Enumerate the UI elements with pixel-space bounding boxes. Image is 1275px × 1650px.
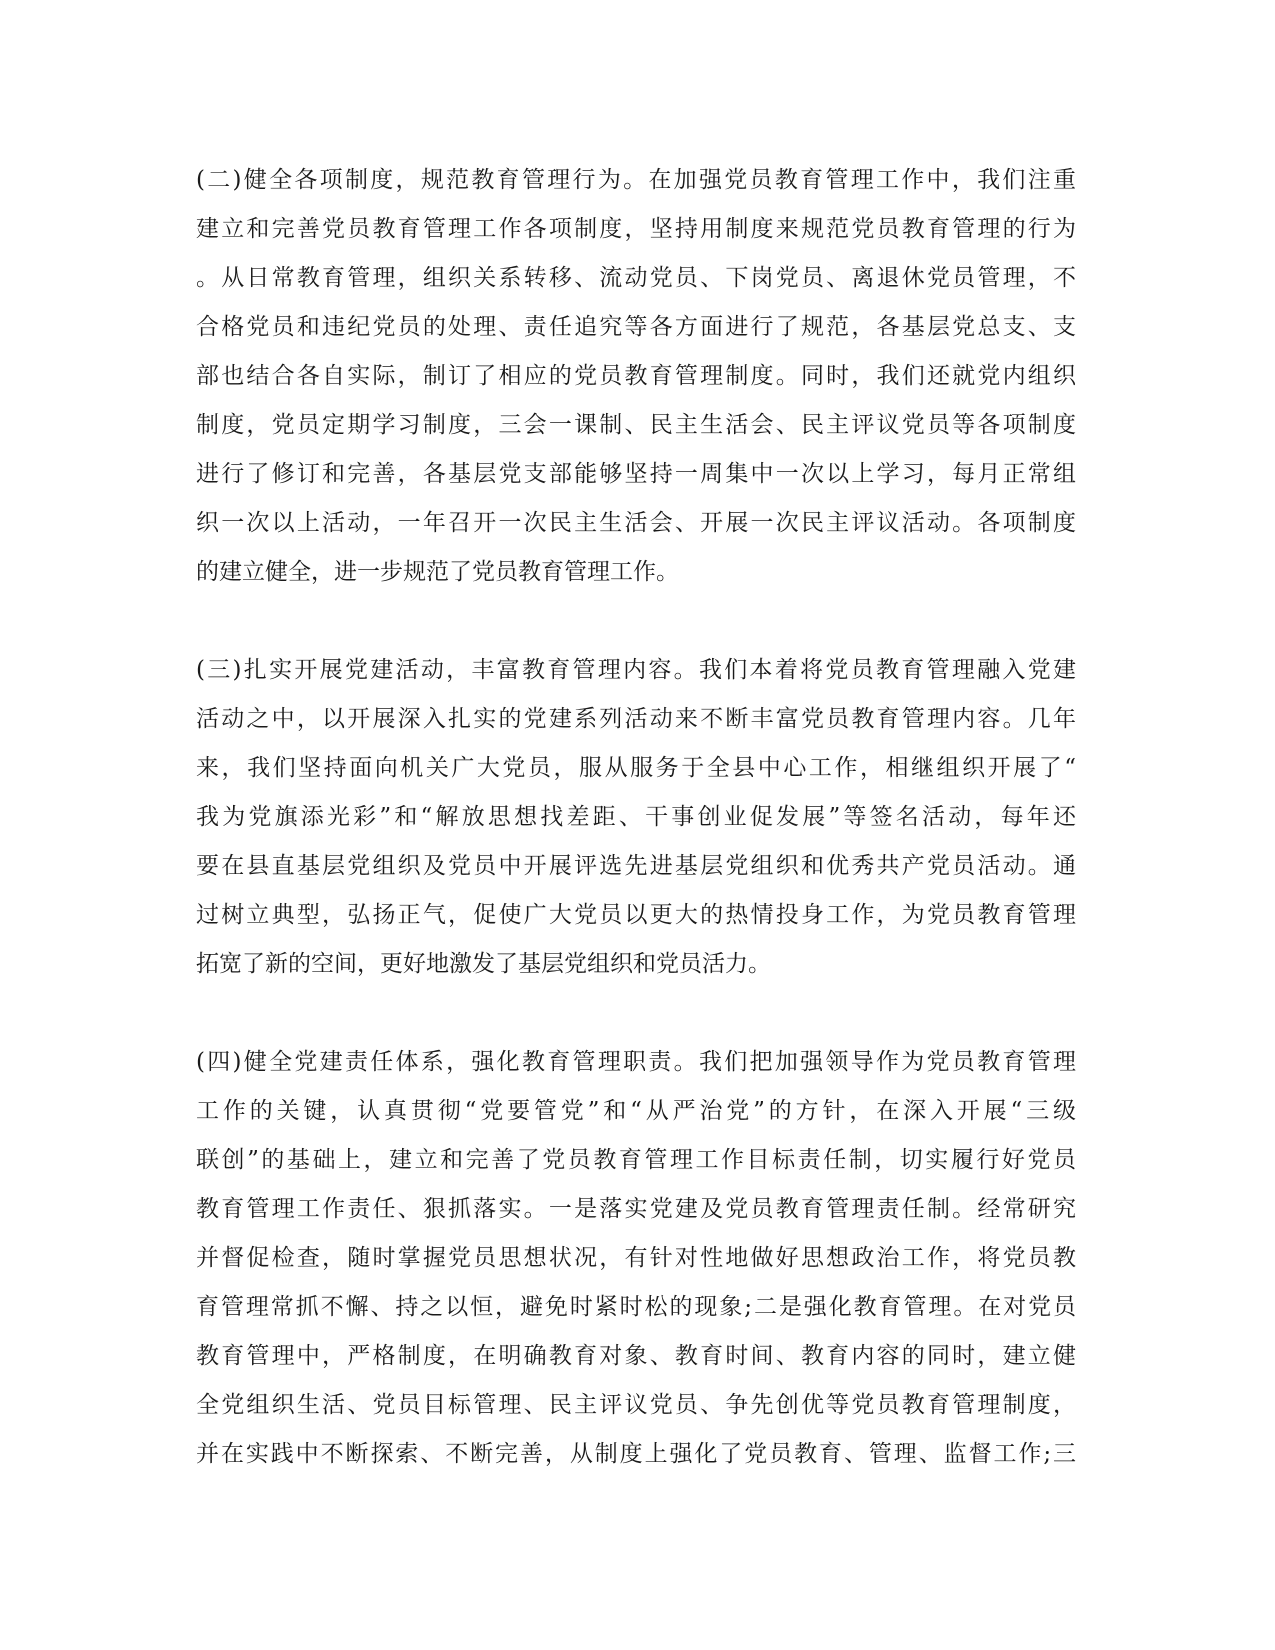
text-line: 。从日常教育管理，组织关系转移、流动党员、下岗党员、离退休党员管理，不	[196, 265, 1076, 291]
text-line: 教育管理中，严格制度，在明确教育对象、教育时间、教育内容的同时，建立健	[196, 1343, 1076, 1369]
paragraph-four	[196, 1044, 1076, 1485]
text-line: 合格党员和违纪党员的处理、责任追究等各方面进行了规范，各基层党总支、支	[196, 314, 1076, 340]
text-line: 拓宽了新的空间，更好地激发了基层党组织和党员活力。	[196, 951, 771, 977]
text-line: 工作的关键，认真贯彻“党要管党”和“从严治党”的方针，在深入开展“三级	[196, 1098, 1076, 1124]
text-line: 全党组织生活、党员目标管理、民主评议党员、争先创优等党员教育管理制度，	[196, 1392, 1076, 1418]
text-line: 并督促检查，随时掌握党员思想状况，有针对性地做好思想政治工作，将党员教	[196, 1245, 1076, 1271]
text-line: 教育管理工作责任、狠抓落实。一是落实党建及党员教育管理责任制。经常研究	[196, 1196, 1076, 1222]
text-line: 联创”的基础上，建立和完善了党员教育管理工作目标责任制，切实履行好党员	[196, 1147, 1076, 1173]
text-line: 并在实践中不断探索、不断完善，从制度上强化了党员教育、管理、监督工作;三	[196, 1441, 1076, 1467]
text-line: 育管理常抓不懈、持之以恒，避免时紧时松的现象;二是强化教育管理。在对党员	[196, 1294, 1076, 1320]
text-line: 织一次以上活动，一年召开一次民主生活会、开展一次民主评议活动。各项制度	[196, 510, 1076, 536]
text-line: 的建立健全，进一步规范了党员教育管理工作。	[196, 559, 679, 585]
text-line: 建立和完善党员教育管理工作各项制度，坚持用制度来规范党员教育管理的行为	[196, 216, 1076, 242]
text-line: (二)健全各项制度，规范教育管理行为。在加强党员教育管理工作中，我们注重	[196, 167, 1076, 193]
text-line: 来，我们坚持面向机关广大党员，服从服务于全县中心工作，相继组织开展了“	[196, 755, 1076, 781]
text-line: 要在县直基层党组织及党员中开展评选先进基层党组织和优秀共产党员活动。通	[196, 853, 1076, 879]
paragraph-two	[196, 162, 1076, 603]
paragraph-three	[196, 652, 1076, 995]
text-line: 我为党旗添光彩”和“解放思想找差距、干事创业促发展”等签名活动，每年还	[196, 804, 1076, 830]
text-line: 制度，党员定期学习制度，三会一课制、民主生活会、民主评议党员等各项制度	[196, 412, 1076, 438]
text-line: (三)扎实开展党建活动，丰富教育管理内容。我们本着将党员教育管理融入党建	[196, 657, 1076, 683]
text-line: 活动之中，以开展深入扎实的党建系列活动来不断丰富党员教育管理内容。几年	[196, 706, 1076, 732]
text-line: 部也结合各自实际，制订了相应的党员教育管理制度。同时，我们还就党内组织	[196, 363, 1076, 389]
text-line: (四)健全党建责任体系，强化教育管理职责。我们把加强领导作为党员教育管理	[196, 1049, 1076, 1075]
text-line: 过树立典型，弘扬正气，促使广大党员以更大的热情投身工作，为党员教育管理	[196, 902, 1076, 928]
text-line: 进行了修订和完善，各基层党支部能够坚持一周集中一次以上学习，每月正常组	[196, 461, 1076, 487]
